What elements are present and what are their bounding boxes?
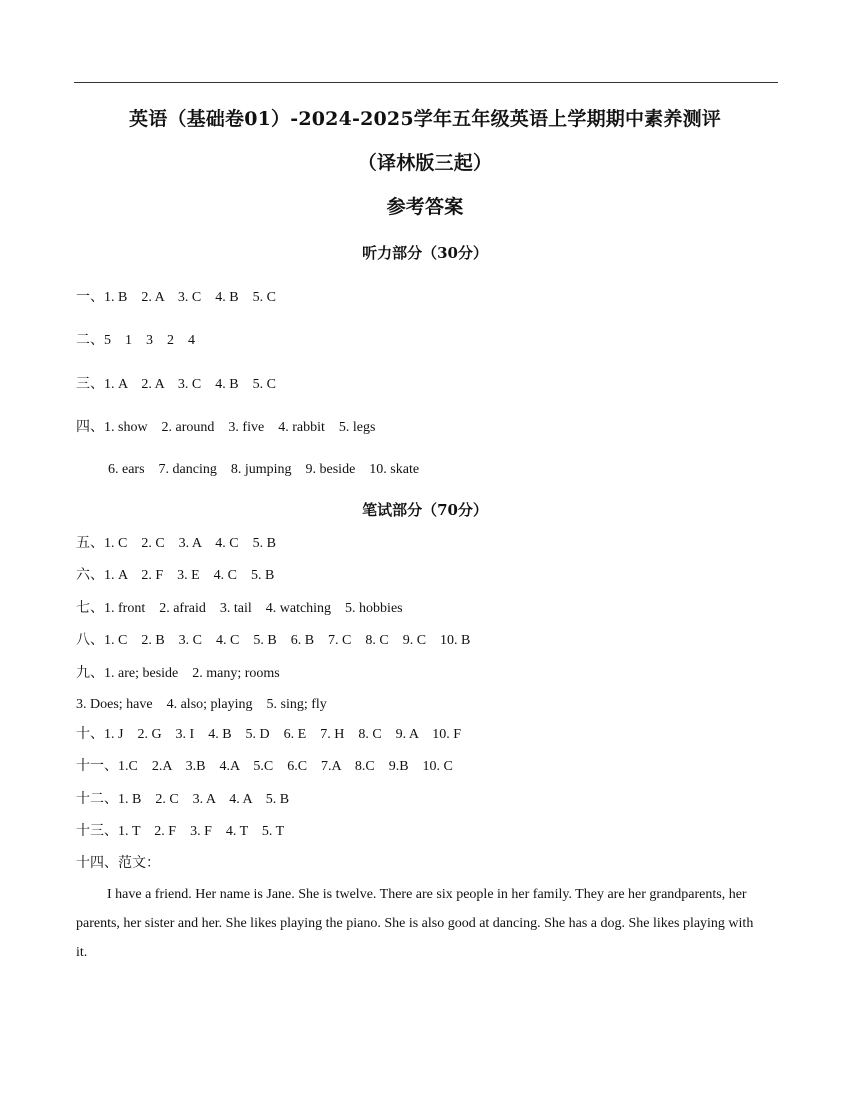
answer-line bbox=[76, 330, 195, 351]
answer-line bbox=[76, 598, 403, 619]
document-title-edition: （译林版三起） bbox=[357, 152, 493, 174]
answer-text: 1. show 2. around 3. five 4. rabbit 5. legs bbox=[104, 420, 376, 435]
answer-line bbox=[76, 417, 375, 438]
document-subtitle: 参考答案 bbox=[386, 196, 464, 218]
answer-line bbox=[76, 630, 470, 651]
answer-line bbox=[76, 663, 280, 684]
question-number: 十四、 bbox=[76, 855, 118, 871]
answer-text: 1. A 2. A 3. C 4. B 5. C bbox=[104, 377, 276, 392]
question-number: 二、 bbox=[76, 332, 104, 348]
answer-line bbox=[76, 789, 289, 810]
question-number: 六、 bbox=[76, 567, 104, 583]
answer-text: 1. B 2. A 3. C 4. B 5. C bbox=[104, 290, 276, 305]
answer-line bbox=[76, 287, 276, 308]
answer-line bbox=[76, 565, 274, 586]
answer-line bbox=[76, 821, 284, 842]
answer-line bbox=[76, 533, 276, 554]
question-number: 十二、 bbox=[76, 791, 118, 807]
answer-text: 1. J 2. G 3. I 4. B 5. D 6. E 7. H 8. C 9. A 10. F bbox=[104, 727, 462, 742]
writing-heading: 笔试部分（70分） bbox=[362, 501, 488, 519]
answer-text: 1. front 2. afraid 3. tail 4. watching 5. hobbies bbox=[104, 601, 403, 616]
question-number: 十一、 bbox=[76, 758, 118, 774]
answer-text: 5 1 3 2 4 bbox=[104, 333, 195, 348]
answer-text: 1. T 2. F 3. F 4. T 5. T bbox=[118, 824, 285, 839]
question-number: 一、 bbox=[76, 289, 104, 305]
question-number: 十三、 bbox=[76, 823, 118, 839]
answer-text: 6. ears 7. dancing 8. jumping 9. beside 10. skate bbox=[108, 462, 420, 477]
question-number: 五、 bbox=[76, 535, 104, 551]
answer-text: 1. are; beside 2. many; rooms bbox=[104, 666, 280, 681]
answer-line bbox=[76, 853, 160, 874]
question-number: 九、 bbox=[76, 665, 104, 681]
question-number: 七、 bbox=[76, 600, 104, 616]
answer-text: 1. C 2. C 3. A 4. C 5. B bbox=[104, 536, 276, 551]
answer-line bbox=[76, 756, 453, 777]
answer-text: 范文： bbox=[118, 856, 160, 871]
question-number: 十、 bbox=[76, 726, 104, 742]
question-number: 四、 bbox=[76, 419, 104, 435]
answer-text: 1. B 2. C 3. A 4. A 5. B bbox=[118, 792, 290, 807]
answer-text: 3. Does; have 4. also; playing 5. sing; fly bbox=[76, 697, 327, 712]
sample-essay: I have a friend. Her name is Jane. She is twelve. There are six people in her family. They are her grandparents, her parents, her sister and her. She likes playing the piano. She is also good at dancing. She has a dog. She likes playing with it. bbox=[76, 887, 754, 960]
answer-text: 1. A 2. F 3. E 4. C 5. B bbox=[104, 568, 275, 583]
answer-line bbox=[76, 374, 276, 395]
answer-text: 1. C 2. B 3. C 4. C 5. B 6. B 7. C 8. C 9. C 10. B bbox=[104, 633, 471, 648]
answer-text: 1.C 2.A 3.B 4.A 5.C 6.C 7.A 8.C 9.B 10. C bbox=[118, 759, 453, 774]
document-title: 英语（基础卷01）-2024-2025学年五年级英语上学期期中素养测评 bbox=[129, 108, 721, 130]
listening-heading: 听力部分（30分） bbox=[362, 244, 488, 262]
question-number: 八、 bbox=[76, 632, 104, 648]
answer-line bbox=[76, 694, 327, 715]
header-rule bbox=[74, 82, 778, 83]
answer-line bbox=[76, 724, 461, 745]
question-number: 三、 bbox=[76, 376, 104, 392]
answer-line bbox=[108, 459, 419, 480]
